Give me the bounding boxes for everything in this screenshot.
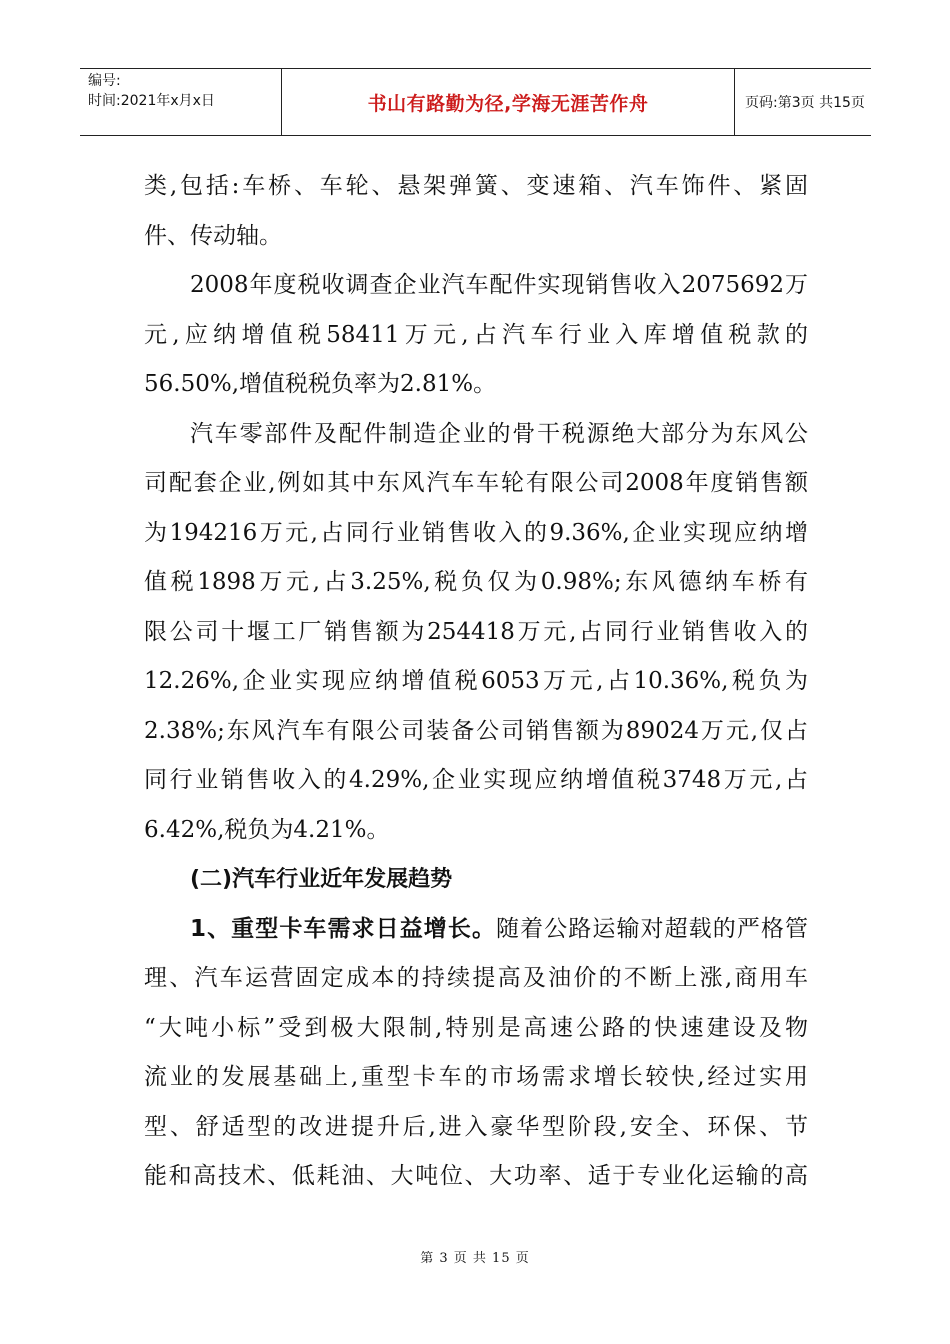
body-line: 元,应纳增值税58411万元,占汽车行业入库增值税款的 (144, 321, 808, 348)
point-text: 随着公路运输对超载的严格管 (496, 915, 808, 942)
date-label: 时间:2021年x月x日 (88, 93, 215, 109)
body-line: 12.26%,企业实现应纳增值税6053万元,占10.36%,税负为 (144, 668, 808, 694)
body-line: 56.50%,增值税税负率为2.81%。 (144, 371, 497, 397)
body-line: 型、舒适型的改进提升后,进入豪华型阶段,安全、环保、节 (144, 1113, 808, 1140)
body-line: 6.42%,税负为4.21%。 (144, 816, 390, 843)
page-header (80, 68, 871, 136)
body-line: 能和高技术、低耗油、大吨位、大功率、适于专业化运输的高 (144, 1163, 808, 1189)
body-line: 2.38%;东风汽车有限公司装备公司销售额为89024万元,仅占 (144, 717, 808, 744)
page-footer: 第 3 页 共 15 页 (420, 1251, 530, 1266)
body-line: 件、传动轴。 (144, 222, 282, 249)
body-line: 为194216万元,占同行业销售收入的9.36%,企业实现应纳增 (144, 519, 808, 546)
point-title: 1、重型卡车需求日益增长。 (190, 915, 497, 942)
paragraph-start: 汽车零部件及配件制造企业的骨干税源绝大部分为东风公 (190, 420, 808, 447)
body-line: 理、汽车运营固定成本的持续提高及油价的不断上涨,商用车 (144, 965, 808, 991)
motto-text: 书山有路勤为径,学海无涯苦作舟 (367, 92, 649, 115)
body-line: 司配套企业,例如其中东风汽车车轮有限公司2008年度销售额 (144, 470, 808, 496)
header-page-info (735, 69, 871, 135)
header-motto (282, 69, 735, 135)
number-label: 编号: (88, 73, 121, 89)
body-line: “大吨小标”受到极大限制,特别是高速公路的快速建设及物 (144, 1014, 808, 1041)
document-body (144, 162, 808, 1202)
body-line: 限公司十堰工厂销售额为254418万元,占同行业销售收入的 (144, 618, 808, 645)
page-info-text: 页码:第3页 共15页 (745, 95, 865, 111)
header-meta (80, 69, 282, 135)
section-heading: (二)汽车行业近年发展趋势 (190, 867, 453, 892)
point-paragraph-start (144, 905, 808, 955)
body-line: 类,包括:车桥、车轮、悬架弹簧、变速箱、汽车饰件、紧固 (144, 173, 808, 199)
body-line: 同行业销售收入的4.29%,企业实现应纳增值税3748万元,占 (144, 767, 808, 793)
paragraph-start: 2008年度税收调查企业汽车配件实现销售收入2075692万 (190, 272, 808, 298)
body-line: 流业的发展基础上,重型卡车的市场需求增长较快,经过实用 (144, 1064, 808, 1090)
body-line: 值税1898万元,占3.25%,税负仅为0.98%;东风德纳车桥有 (144, 569, 808, 595)
